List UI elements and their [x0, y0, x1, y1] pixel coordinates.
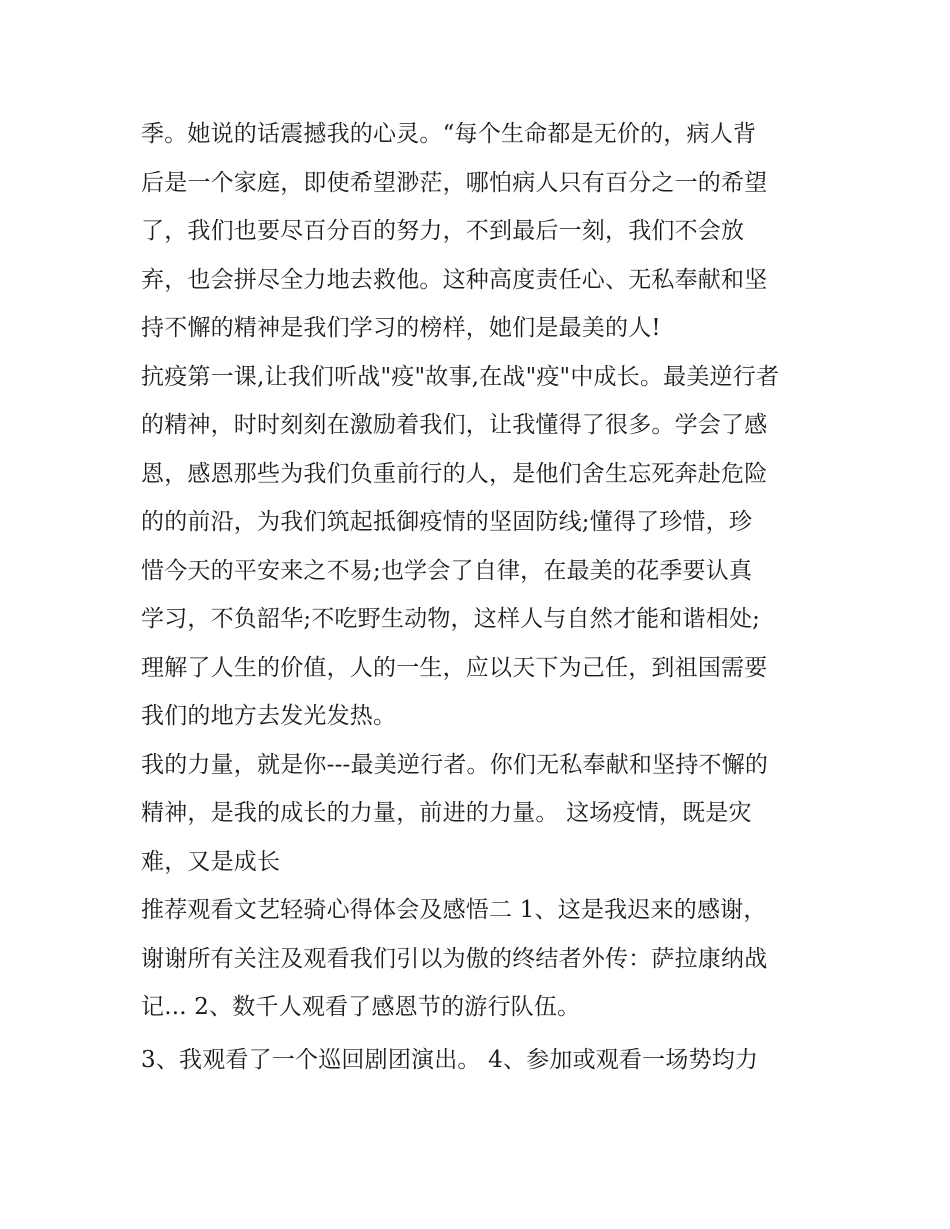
text-line: 难，又是成长	[141, 848, 281, 875]
document-body	[141, 110, 821, 1084]
text-line: 抗疫第一课,让我们听战"疫"故事,在战"疫"中成长。最美逆行者	[141, 363, 780, 390]
text-line: 我的力量，就是你---最美逆行者。你们无私奉献和坚持不懈的	[141, 751, 769, 778]
text-line: 学习，不负韶华;不吃野生动物，这样人与自然才能和谐相处;	[141, 606, 761, 632]
text-line: 持不懈的精神是我们学习的榜样，她们是最美的人!	[141, 315, 661, 341]
text-line: 恩，感恩那些为我们负重前行的人，是他们舍生忘死奔赴危险	[141, 460, 768, 487]
text-line: 季。她说的话震撼我的心灵。“每个生命都是无价的，病人背	[141, 121, 757, 147]
text-line: 理解了人生的价值，人的一生，应以天下为己任，到祖国需要	[141, 654, 768, 681]
text-line: 惜今天的平安来之不易;也学会了自律，在最美的花季要认真	[141, 557, 753, 584]
text-line: 3、我观看了一个巡回剧团演出。 4、参加或观看一场势均力	[141, 1046, 759, 1073]
text-line: 精神，是我的成长的力量，前进的力量。 这场疫情，既是灾	[141, 800, 752, 826]
text-line: 推荐观看文艺轻骑心得体会及感悟二 1、这是我迟来的感谢，	[141, 897, 767, 923]
text-line: 的精神，时时刻刻在激励着我们，让我懂得了很多。学会了感	[141, 412, 768, 438]
text-line: 后是一个家庭，即使希望渺茫，哪怕病人只有百分之一的希望	[141, 169, 768, 196]
text-line: 了，我们也要尽百分百的努力，不到最后一刻，我们不会放	[141, 218, 745, 244]
text-line: 的的前沿，为我们筑起抵御疫情的坚固防线;懂得了珍惜，珍	[141, 509, 753, 535]
text-line: 谢谢所有关注及观看我们引以为傲的终结者外传：萨拉康纳战	[141, 945, 768, 972]
text-line: 我们的地方去发光发热。	[141, 703, 397, 729]
text-line: 弃，也会拼尽全力地去救他。这种高度责任心、无私奉献和坚	[141, 266, 768, 293]
text-line: 记... 2、数千人观看了感恩节的游行队伍。	[141, 994, 581, 1020]
